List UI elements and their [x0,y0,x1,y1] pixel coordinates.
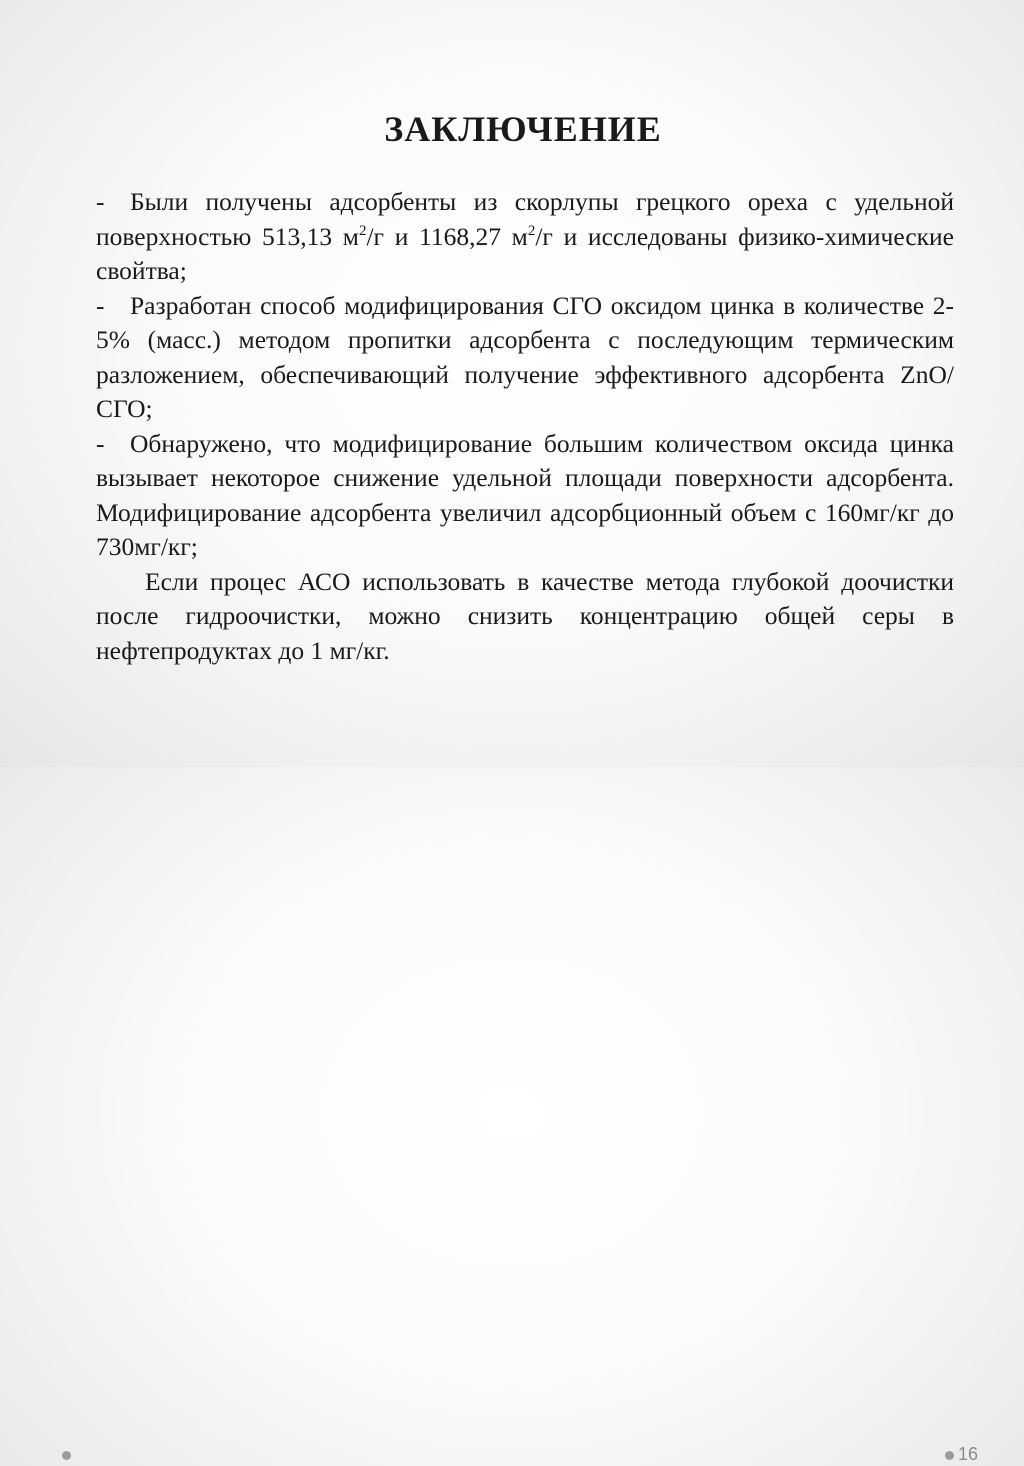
footer-dot-icon [62,1451,71,1460]
footer-dot-icon [945,1451,954,1460]
conclusion-text-4: Если процес АСО использовать в качестве метода глубокой доочистки после гидроочистки, можно снизить концентрацию общей серы в нефтепродуктах до 1 мг/кг. [96,566,954,665]
conclusion-item-1 [96,185,954,289]
slide-title: ЗАКЛЮЧЕНИЕ [384,109,662,149]
conclusion-list [96,185,954,668]
superscript-2: 2 [527,222,536,239]
list-dash: - [96,428,105,458]
conclusion-text-1c: /г и исследованы физико-химические свойтва; [96,221,954,285]
superscript-2: 2 [358,222,367,239]
conclusion-item-4 [96,565,954,669]
conclusion-text-3: Обнаружено, что модифицирование большим количеством оксида цинка вызывает некоторое снижение удельной площади поверхности адсорбента. Модифицирование адсорбента увеличил адсорбционный объем с 160мг/кг до 730мг/кг; [96,428,954,561]
slide-footer [0,720,1024,1464]
conclusion-text-1b: /г и 1168,27 м [366,221,528,251]
list-dash: - [96,187,105,216]
conclusion-item-3 [96,427,954,565]
list-dash: - [96,290,105,320]
conclusion-text-2: Разработан способ модифицирования СГО оксидом цинка в количестве 2-5% (масс.) методом пропитки адсорбента с последующим термическим разложением, обеспечивающий получение эффективного адсорбента ZnO/СГО; [96,290,954,423]
conclusion-item-2 [96,289,954,427]
page-number: 16 [958,1444,979,1464]
conclusion-text-1a: Были получены адсорбенты из скорлупы грецкого ореха с удельной поверхностью 513,13 м [96,187,954,251]
